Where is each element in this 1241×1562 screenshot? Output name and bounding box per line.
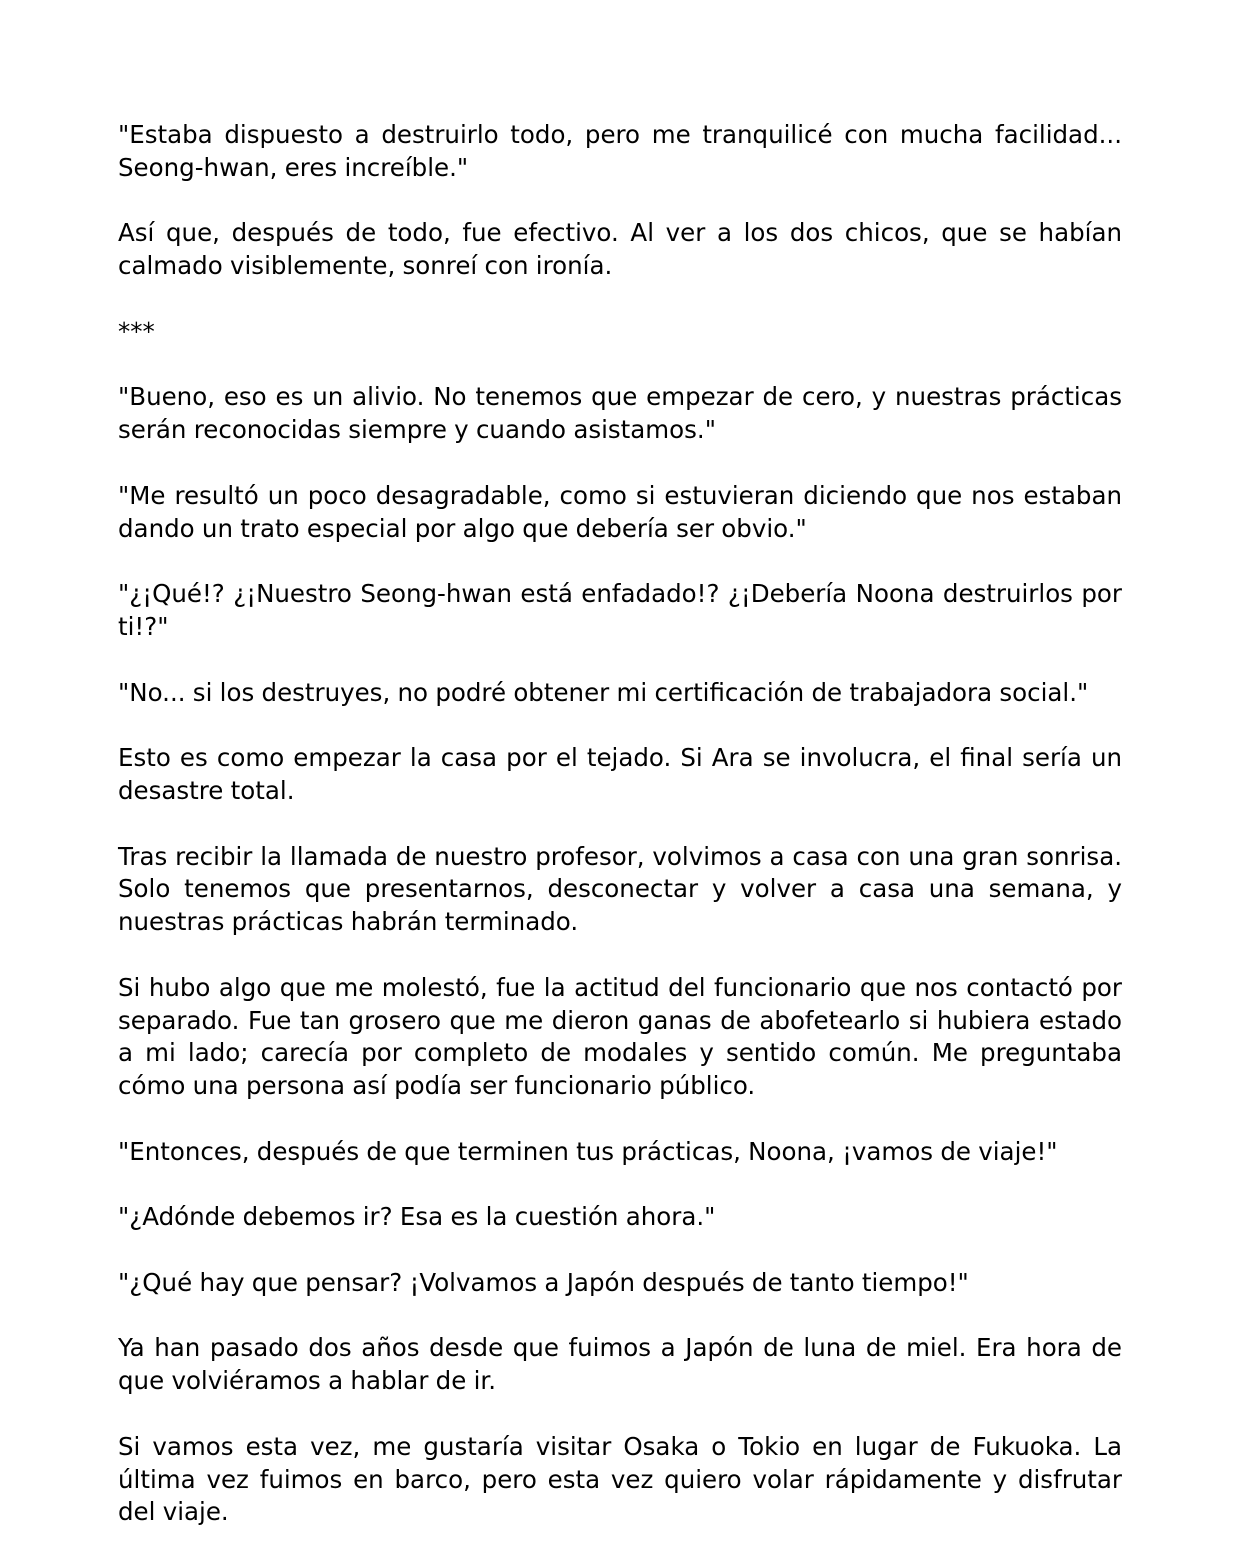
paragraph-6: "¿¡Qué!? ¿¡Nuestro Seong-hwan está enfadado!? ¿¡Debería Noona destruirlos por ti!?"	[118, 579, 1122, 641]
scene-break: ***	[118, 316, 155, 346]
paragraph-11: "Entonces, después de que terminen tus prácticas, Noona, ¡vamos de viaje!"	[118, 1136, 1058, 1166]
paragraph-15: Si vamos esta vez, me gustaría visitar Osaka o Tokio en lugar de Fukuoka. La última vez fuimos en barco, pero esta vez quiero volar rápidamente y disfrutar del viaje.	[118, 1431, 1122, 1527]
paragraph-10: Si hubo algo que me molestó, fue la actitud del funcionario que nos contactó por separado. Fue tan grosero que me dieron ganas de abofetearlo si hubiera estado a mi lado; carecía por completo de modales y sentido común. Me preguntaba cómo una persona así podía ser funcionario público.	[118, 972, 1122, 1101]
paragraph-13: "¿Qué hay que pensar? ¡Volvamos a Japón después de tanto tiempo!"	[118, 1267, 969, 1297]
paragraph-4: "Bueno, eso es un alivio. No tenemos que empezar de cero, y nuestras prácticas serán reconocidas siempre y cuando asistamos."	[118, 382, 1122, 445]
paragraph-2: Así que, después de todo, fue efectivo. Al ver a los dos chicos, que se habían calmado visiblemente, sonreí con ironía.	[118, 218, 1122, 281]
paragraph-7: "No... si los destruyes, no podré obtener mi certificación de trabajadora social."	[118, 677, 1089, 707]
paragraph-12: "¿Adónde debemos ir? Esa es la cuestión ahora."	[118, 1202, 716, 1232]
paragraph-8: Esto es como empezar la casa por el tejado. Si Ara se involucra, el final sería un desastre total.	[118, 743, 1122, 805]
paragraph-14: Ya han pasado dos años desde que fuimos a Japón de luna de miel. Era hora de que volviéramos a hablar de ir.	[118, 1333, 1122, 1396]
document-page	[118, 119, 1122, 1562]
paragraph-9: Tras recibir la llamada de nuestro profesor, volvimos a casa con una gran sonrisa. Solo tenemos que presentarnos, desconectar y volver a casa una semana, y nuestras prácticas habrán terminado.	[118, 841, 1122, 937]
paragraph-1: "Estaba dispuesto a destruirlo todo, pero me tranquilicé con mucha facilidad... Seong-hwan, eres increíble."	[118, 120, 1122, 182]
paragraph-5: "Me resultó un poco desagradable, como si estuvieran diciendo que nos estaban dando un trato especial por algo que debería ser obvio."	[118, 480, 1122, 543]
